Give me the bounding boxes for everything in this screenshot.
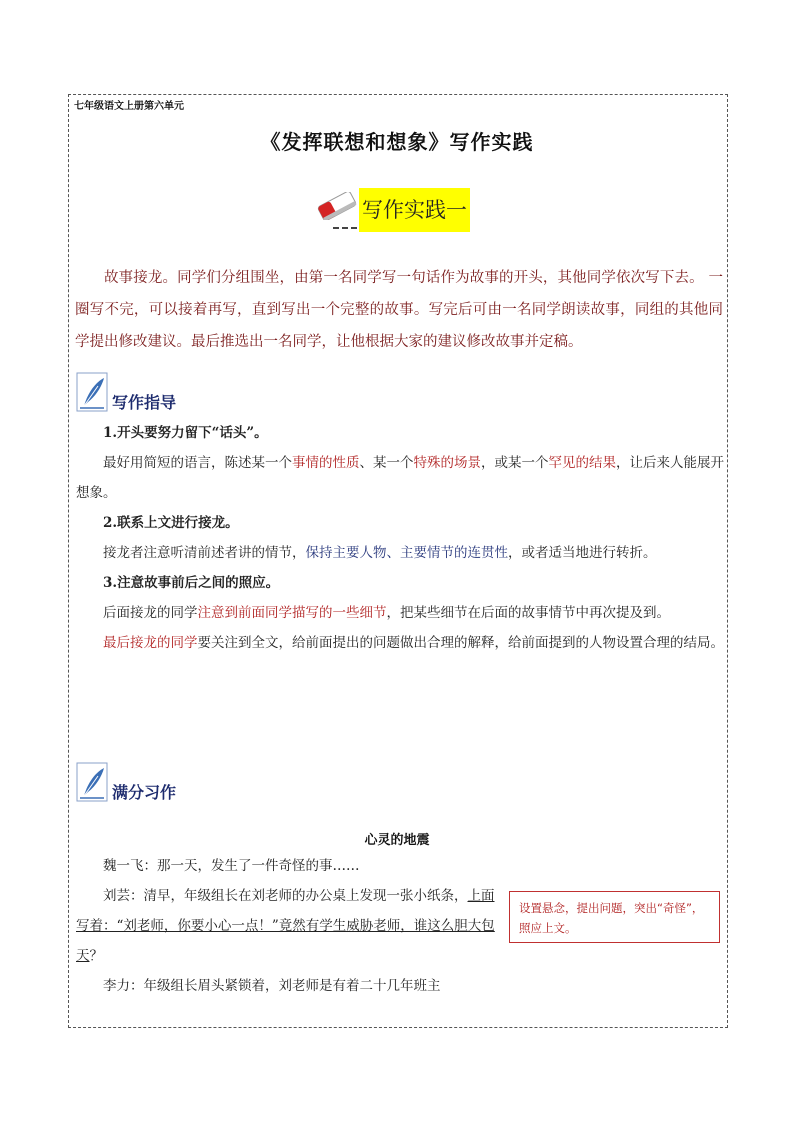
unit-label: 七年级语文上册第六单元: [74, 101, 184, 112]
page-title: 《发挥联想和想象》写作实践: [260, 130, 534, 154]
guide-item-1-text: 最好用简短的语言，陈述某一个事情的性质、某一个特殊的场景，或某一个罕见的结果，让后来人能展开想象。: [76, 455, 724, 501]
guide-section-title: 写作指导: [112, 393, 177, 412]
essay-paragraph-3: 李力：年级组长眉头紧锁着，刘老师是有着二十几年班主: [103, 978, 441, 994]
guide-item-2-title: 2.联系上文进行接龙。: [103, 515, 239, 531]
quill-icon: [76, 762, 108, 802]
guide-item-1-title: 1.开头要努力留下“话头”。: [103, 425, 268, 441]
eraser-icon: [315, 192, 359, 220]
intro-paragraph: 故事接龙。同学们分组围坐，由第一名同学写一句话作为故事的开头，其他同学依次写下去。 一圈写不完，可以接着再写，直到写出一个完整的故事。写完后可由一名同学朗读故事，同组的其他同学提出修改建议。最后推选出一名同学，让他根据大家的建议修改故事并定稿。: [75, 270, 723, 350]
guide-item-3-title: 3.注意故事前后之间的照应。: [103, 575, 280, 591]
essay-content: [76, 851, 500, 1001]
guide-item-3-text: 后面接龙的同学注意到前面同学描写的一些细节，把某些细节在后面的故事情节中再次提及到。: [103, 605, 670, 621]
practice-banner: [313, 186, 493, 234]
essay-title: 心灵的地震: [364, 833, 430, 848]
banner-title: 写作实践一: [359, 188, 470, 232]
guide-content: [76, 418, 724, 658]
quill-icon: [76, 372, 108, 412]
essay-paragraph-2: 刘芸：清早，年级组长在刘老师的办公桌上发现一张小纸条，上面写着：“刘老师，你要小心一点！”竟然有学生威胁老师，谁这么胆大包天？: [76, 888, 495, 964]
guide-item-2-text: 接龙者注意听清前述者讲的情节，保持主要人物、主要情节的连贯性，或者适当地进行转折。: [103, 545, 657, 561]
guide-item-4-text: 最后接龙的同学要关注到全文，给前面提出的问题做出合理的解释，给前面提到的人物设置合理的结局。: [103, 635, 724, 651]
essay-section-title: 满分习作: [112, 783, 177, 802]
annotation-comment: 设置悬念，提出问题，突出“奇怪”，照应上文。: [509, 891, 720, 943]
banner-dash: [333, 227, 357, 229]
essay-paragraph-1: 魏一飞：那一天，发生了一件奇怪的事……: [103, 858, 360, 874]
